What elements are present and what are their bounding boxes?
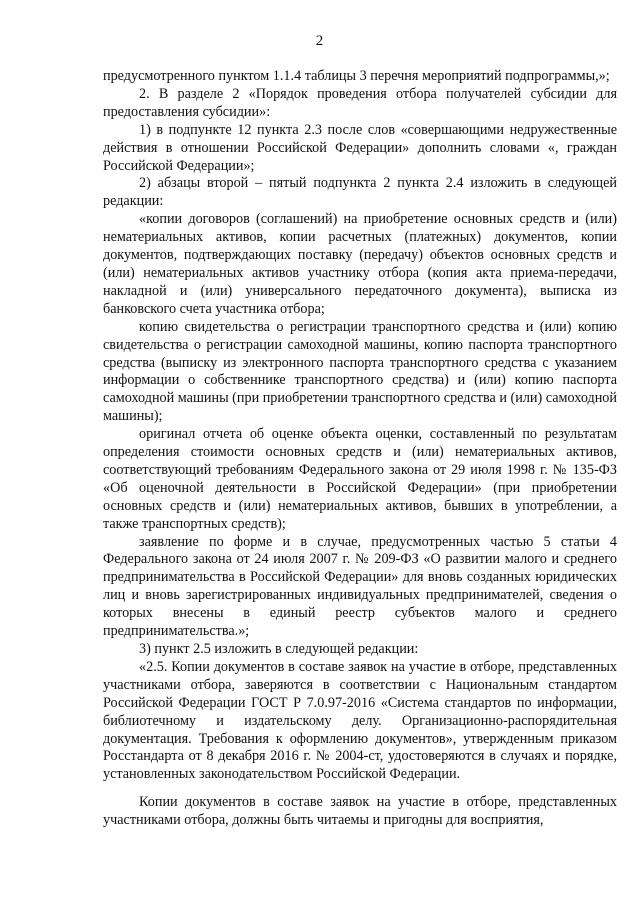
- paragraph: «копии договоров (соглашений) на приобретение основных средств и (или) нематериальных активов, копии расчетных (платежных) документов, копии документов, подтверждающих поставку (передачу) объектов основных средств и (или) нематериальных активов участнику отбора (копия акта приема-передачи, накладной и (или) универсального передаточного документа), выписка из банковского счета участника отбора;: [103, 211, 617, 317]
- paragraph: Копии документов в составе заявок на участие в отборе, представленных участниками отбора, должны быть читаемы и пригодны для восприятия,: [103, 794, 617, 829]
- document-body: [103, 68, 617, 830]
- paragraph: 3) пункт 2.5 изложить в следующей редакции:: [139, 641, 419, 657]
- paragraph: копию свидетельства о регистрации транспортного средства и (или) копию свидетельства о регистрации самоходной машины, копию паспорта транспортного средства (выписку из электронного паспорта транспортного средства с указанием информации о собственнике транспортного средства) и (или) копию паспорта самоходной машины (при приобретении транспортного средства и (или) самоходной машины);: [103, 318, 617, 425]
- paragraph: 1) в подпункте 12 пункта 2.3 после слов «совершающими недружественные действия в отношении Российской Федерации» дополнить словами «, граждан Российской Федерации»;: [103, 121, 617, 174]
- paragraph: предусмотренного пунктом 1.1.4 таблицы 3 перечня мероприятий подпрограммы,»;: [103, 68, 610, 84]
- paragraph: оригинал отчета об оценке объекта оценки, составленный по результатам определения стоимости основных средств и (или) нематериальных активов, соответствующий требованиям Федерального закона от 29 июля 1998 г. № 135-ФЗ «Об оценочной деятельности в Российской Федерации» (при приобретении основных средств и (или) нематериальных активов, бывших в употреблении, а также транспортных средств);: [103, 426, 617, 532]
- paragraph: 2. В разделе 2 «Порядок проведения отбора получателей субсидии для предоставления субсидии»:: [103, 85, 617, 120]
- paragraph: заявление по форме и в случае, предусмотренных частью 5 статьи 4 Федерального закона от 24 июля 2007 г. № 209-ФЗ «О развитии малого и среднего предпринимательства в Российской Федерации» для вновь созданных юридических лиц и вновь зарегистрированных индивидуальных предпринимателей, сведения о которых внесены в единый реестр субъектов малого и среднего предпринимательства.»;: [103, 533, 617, 640]
- paragraph: «2.5. Копии документов в составе заявок на участие в отборе, представленных участниками отбора, заверяются в соответствии с Национальным стандартом Российской Федерации ГОСТ Р 7.0.97-2016 «Система стандартов по информации, библиотечному и издательскому делу. Организационно-распорядительная документация. Требования к оформлению документов», утвержденным приказом Росстандарта от 8 декабря 2016 г. № 2004-ст, удостоверяются в случаях и порядке, установленных законодательством Российской Федерации.: [103, 658, 617, 783]
- paragraph: 2) абзацы второй – пятый подпункта 2 пункта 2.4 изложить в следующей редакции:: [103, 175, 617, 210]
- page-number: 2: [315, 33, 324, 49]
